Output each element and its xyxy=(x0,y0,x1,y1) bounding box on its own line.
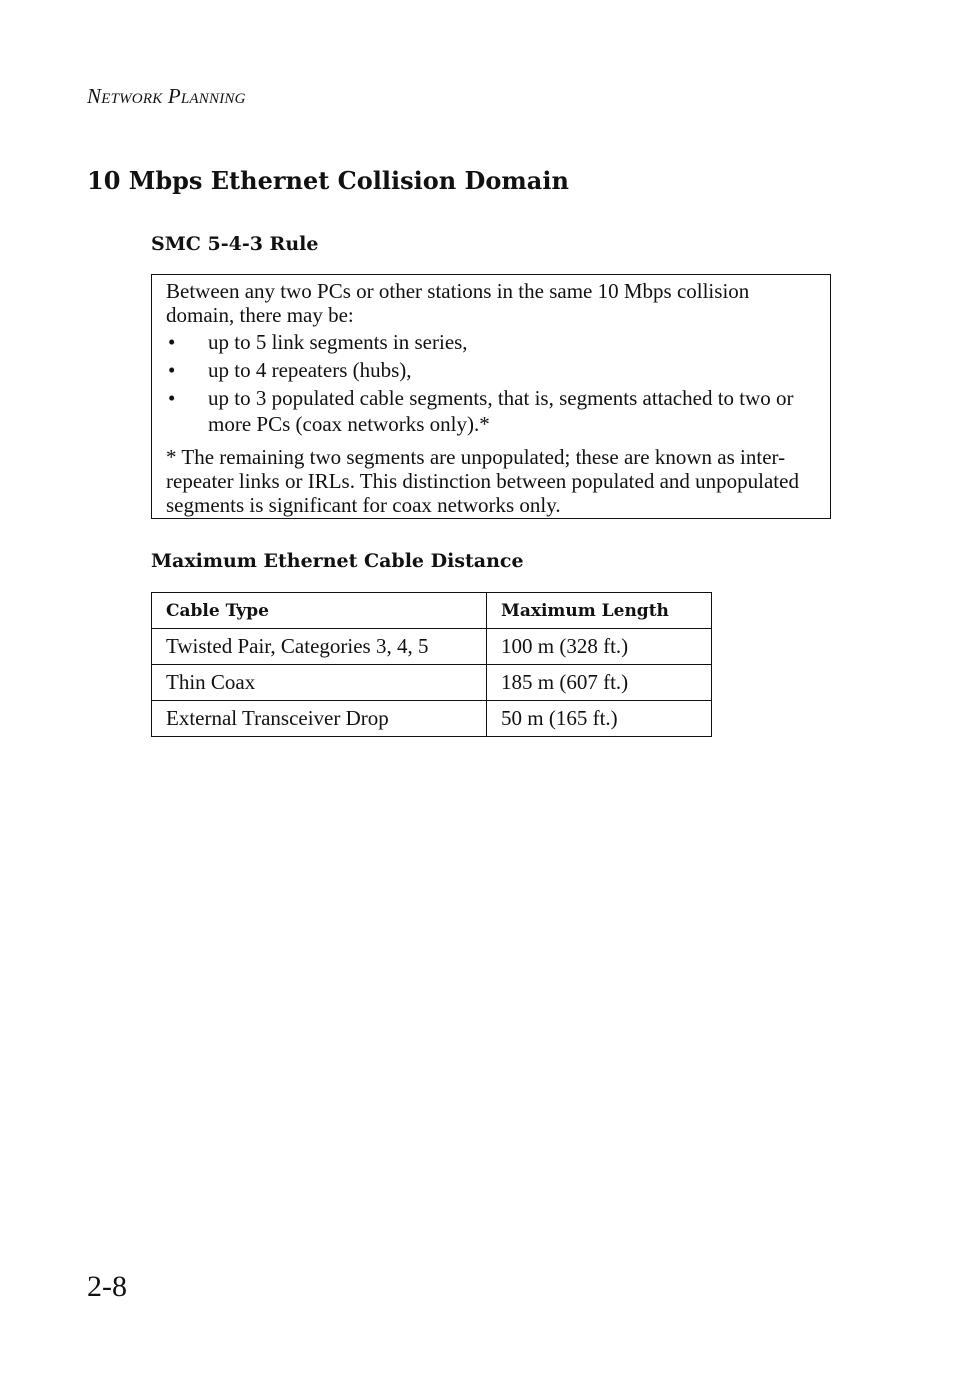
rule-intro: Between any two PCs or other stations in the same 10 Mbps collision domain, there may be: xyxy=(166,279,750,327)
cable-distance-table xyxy=(151,592,712,737)
distance-heading: Maximum Ethernet Cable Distance xyxy=(151,550,524,572)
cable-type-cell: External Transceiver Drop xyxy=(152,701,487,737)
table-row xyxy=(152,629,712,665)
rule-item-text: up to 3 populated cable segments, that is, segments attached to two or more PCs (coax networks only).* xyxy=(208,386,794,436)
bullet-icon: • xyxy=(168,330,176,354)
rule-footnote: * The remaining two segments are unpopulated; these are known as inter-repeater links or IRLs. This distinction between populated and unpopulated segments is significant for coax networks only. xyxy=(166,445,799,517)
rule-item-text: up to 5 link segments in series, xyxy=(208,330,468,354)
rule-list-item xyxy=(166,357,816,383)
max-length-cell: 100 m (328 ft.) xyxy=(487,629,712,665)
rule-heading: SMC 5-4-3 Rule xyxy=(151,233,319,255)
max-length-cell: 50 m (165 ft.) xyxy=(487,701,712,737)
cable-type-cell: Twisted Pair, Categories 3, 4, 5 xyxy=(152,629,487,665)
rule-list-item xyxy=(166,329,816,355)
table-row xyxy=(152,665,712,701)
bullet-icon: • xyxy=(168,386,176,410)
section-title: 10 Mbps Ethernet Collision Domain xyxy=(87,166,569,195)
bullet-icon: • xyxy=(168,358,176,382)
rule-item-text: up to 4 repeaters (hubs), xyxy=(208,358,412,382)
column-header-cable-type: Cable Type xyxy=(152,593,487,629)
rule-box xyxy=(151,274,831,519)
cable-type-cell: Thin Coax xyxy=(152,665,487,701)
column-header-maximum-length: Maximum Length xyxy=(487,593,712,629)
page-number: 2-8 xyxy=(87,1270,127,1303)
max-length-cell: 185 m (607 ft.) xyxy=(487,665,712,701)
rule-list-item xyxy=(166,385,816,437)
running-head: Network Planning xyxy=(87,84,246,108)
rule-list xyxy=(166,329,816,437)
table-header-row xyxy=(152,593,712,629)
table-row xyxy=(152,701,712,737)
